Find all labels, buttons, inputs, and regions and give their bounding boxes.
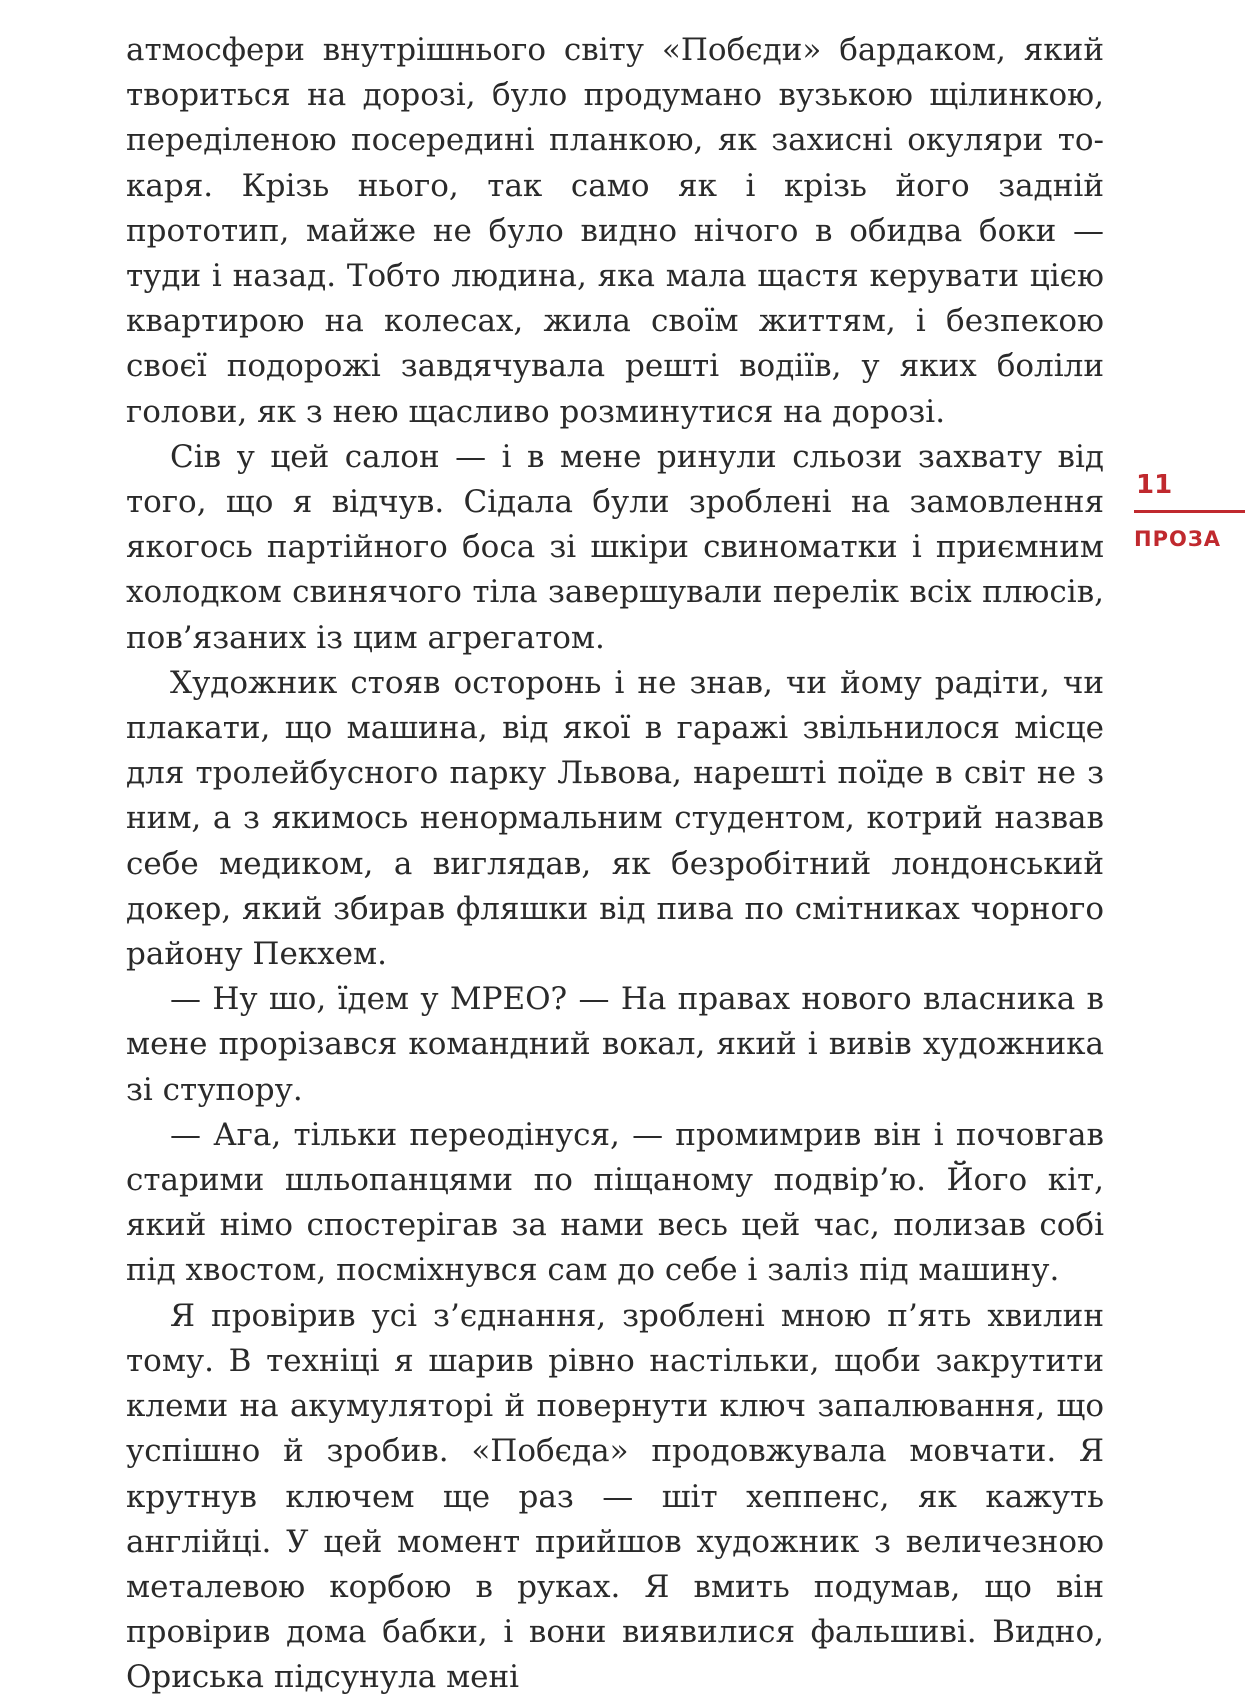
paragraph-1: атмосфери внутрішнього світу «Побєди» бардаком, який твориться на дорозі, було продумано вузькою щілинкою, переділеною посередині планкою, як захисні окуляри токаря. Крізь нього, так само як і крізь його задній прототип, майже не було видно нічого в обидва боки — туди і назад. Тобто людина, яка мала щастя керувати цією квартирою на колесах, жила своїм життям, і безпекою своєї подорожі завдячувала решті водіїв, у яких боліли голови, як з нею щасливо розминутися на дорозі. — [126, 32, 1104, 430]
body-text — [126, 28, 1104, 1701]
section-divider — [1134, 510, 1245, 513]
paragraph-5: — Ага, тільки переодінуся, — промимрив він і почовгав старими шльопанцями по піщаному подвір’ю. Його кіт, який німо спостерігав за нами весь цей час, полизав собі під хвостом, посміхнувся сам до себе і заліз під машину. — [126, 1116, 1104, 1289]
paragraph-4: — Ну шо, їдем у МРЕО? — На правах нового власника в мене прорізався командний вокал, який і вивів художника зі ступору. — [126, 981, 1104, 1108]
paragraph-6: Я провірив усі з’єднання, зроблені мною п’ять хвилин тому. В техніці я шарив рівно настільки, щоби закрутити клеми на акумуляторі й повернути ключ запалювання, що успішно й зробив. «Побєда» продовжувала мовчати. Я крутнув ключем ще раз — шіт хеппенс, як кажуть англійці. У цей момент прийшов художник з величезною металевою корбою в руках. Я вмить подумав, що він провірив дома бабки, і вони виявилися фальшиві. Видно, Ориська підсунула мені — [126, 1297, 1104, 1696]
paragraph-3: Художник стояв осторонь і не знав, чи йому радіти, чи плакати, що машина, від якої в гаражі звільнилося місце для тролейбусного парку Львова, нарешті поїде в світ не з ним, а з якимось ненормальним студентом, котрий назвав себе медиком, а виглядав, як безробітний лондонський докер, який збирав фляшки від пива по смітниках чорного району Пекхем. — [126, 664, 1104, 973]
paragraph-2: Сів у цей салон — і в мене ринули сльози захвату від того, що я відчув. Сідала були зроблені на замовлення якогось партійного боса зі шкіри свиноматки і приємним холодком свинячого тіла завершували перелік всіх плюсів, пов’язаних із цим агрегатом. — [126, 438, 1104, 656]
page-number: 11 — [1136, 470, 1173, 500]
page-marker — [1134, 470, 1245, 551]
section-title: ПРОЗА — [1134, 527, 1221, 551]
